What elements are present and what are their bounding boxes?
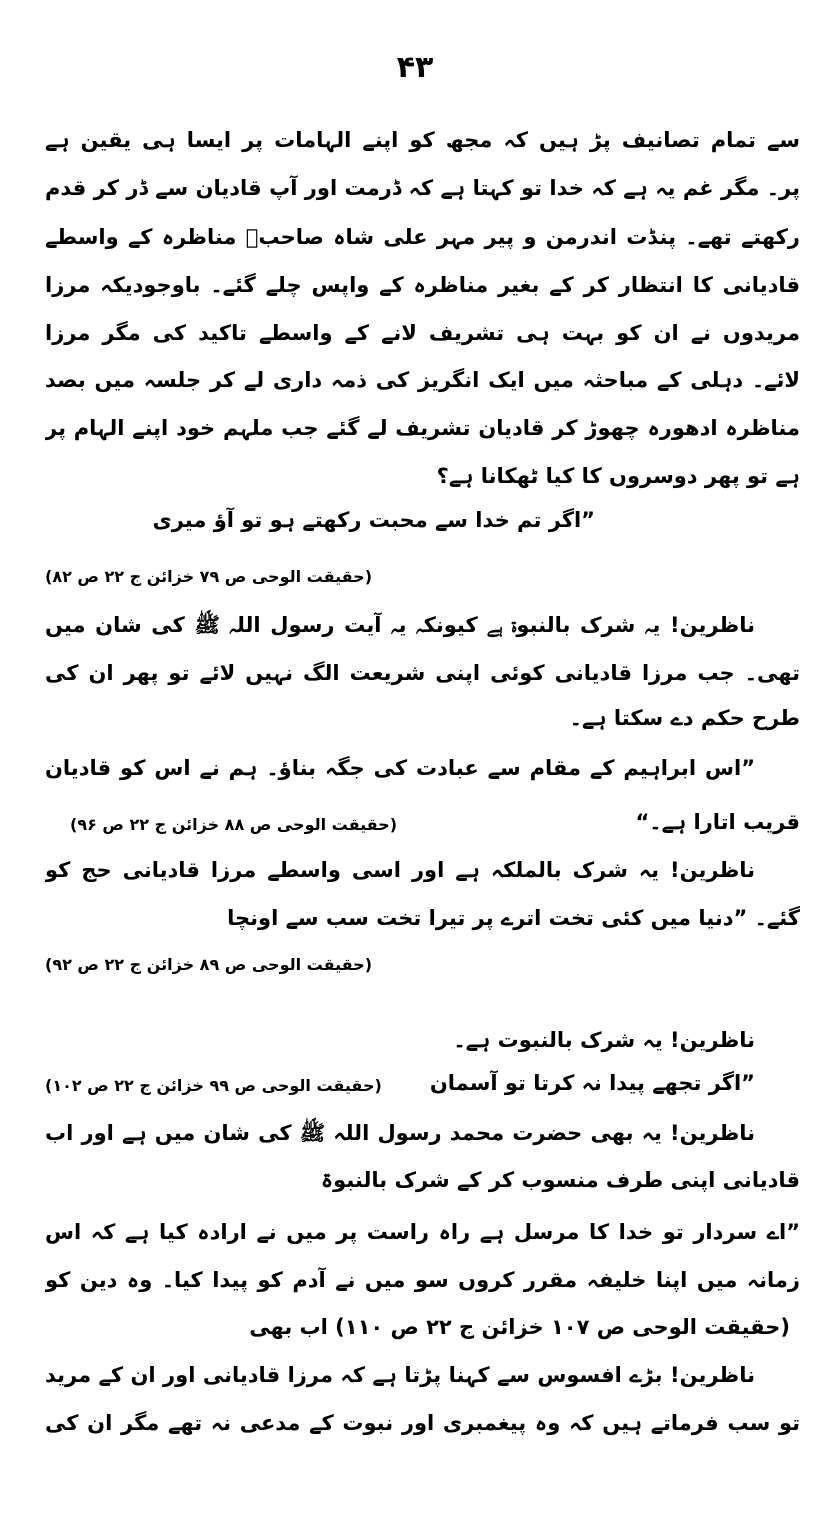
quote-line: قریب اتارا ہے۔“ [635, 810, 800, 834]
citation-line: (حقیقت الوحی ص ۱۰۷ خزائن ج ۲۲ ص ۱۱۰) اب بھی [249, 1315, 790, 1339]
text-line: لائے۔ دہلی کے مباحثہ میں ایک انگریز کی ذمہ داری لے کر جلسہ میں بصد [45, 368, 800, 392]
citation: (حقیقت الوحی ص ۷۹ خزائن ج ۲۲ ص ۸۲) [45, 567, 373, 586]
text-line: مناظرہ ادھورہ چھوڑ کر قادیان تشریف لے گئے جب ملہم خود اپنے الہام پر [45, 416, 800, 440]
text-line: ناظرین! یہ شرک بالملکہ ہے اور اسی واسطے مرزا قادیانی حج کو [45, 858, 755, 882]
text-line: پر۔ مگر غم یہ ہے کہ خدا تو کہتا ہے کہ ڈرمت اور آپ قادیان سے ڈر کر قدم [45, 176, 800, 200]
page-number: ۴۳ [396, 50, 434, 85]
text-line: قادیانی کا انتظار کر کے بغیر مناظرہ کے واپس چلے گئے۔ باوجودیکہ مرزا [45, 273, 800, 297]
text-line: ناظرین! بڑے افسوس سے کہنا پڑتا ہے کہ مرزا قادیانی اور ان کے مرید [45, 1363, 755, 1387]
text-line: رکھتے تھے۔ پنڈت اندرمن و پیر مہر علی شاہ صاحبؒ مناظرہ کے واسطے [45, 225, 800, 249]
quote-line: ”اے سردار تو خدا کا مرسل ہے راہ راست پر میں نے ارادہ کیا ہے کہ اس [45, 1220, 800, 1244]
citation: (حقیقت الوحی ص ۸۸ خزائن ج ۲۲ ص ۹۶) [70, 815, 398, 834]
text-line: مریدوں نے ان کو بہت ہی تشریف لانے کے واسطے تاکید کی مگر مرزا [45, 321, 800, 345]
quote-line: ”اگر تجھے پیدا نہ کرتا تو آسمان [429, 1071, 755, 1095]
text-line: تو سب فرماتے ہیں کہ وہ پیغمبری اور نبوت کے مدعی نہ تھے مگر ان کی [45, 1411, 800, 1435]
quote-line: ”اس ابراہیم کے مقام سے عبادت کی جگہ بناؤ۔ ہم نے اس کو قادیان [45, 756, 755, 780]
citation: (حقیقت الوحی ص ۹۹ خزائن ج ۲۲ ص ۱۰۲) [45, 1076, 382, 1095]
text-line: طرح حکم دے سکتا ہے۔ [569, 706, 800, 730]
text-line: ناظرین! یہ شرک بالنبوۃ ہے کیونکہ یہ آیت رسول اللہ ﷺ کی شان میں [45, 613, 755, 637]
text-line: ہے تو پھر دوسروں کا کیا ٹھکانا ہے؟ [436, 464, 800, 488]
citation: (حقیقت الوحی ص ۸۹ خزائن ج ۲۲ ص ۹۲) [45, 955, 373, 974]
text-line: قادیانی اپنی طرف منسوب کر کے شرک بالنبوۃ [320, 1168, 800, 1192]
text-line: سے تمام تصانیف پڑ ہیں کہ مجھ کو اپنے الہامات پر ایسا ہی یقین ہے [45, 128, 800, 152]
text-line: تھی۔ جب مرزا قادیانی کوئی اپنی شریعت الگ نہیں لائے تو پھر ان کی [45, 661, 800, 685]
quote-line: ”اگر تم خدا سے محبت رکھتے ہو تو آؤ میری [152, 508, 595, 532]
text-line: ناظرین! یہ شرک بالنبوت ہے۔ [453, 1028, 755, 1052]
quote-line: زمانہ میں اپنا خلیفہ مقرر کروں سو میں نے آدم کو پیدا کیا۔ وہ دین کو [45, 1268, 800, 1292]
text-line: ناظرین! یہ بھی حضرت محمد رسول اللہ ﷺ کی شان میں ہے اور اب [45, 1121, 755, 1145]
text-line: گئے۔ ”دنیا میں کئی تخت اترے پر تیرا تخت سب سے اونچا [227, 906, 800, 930]
